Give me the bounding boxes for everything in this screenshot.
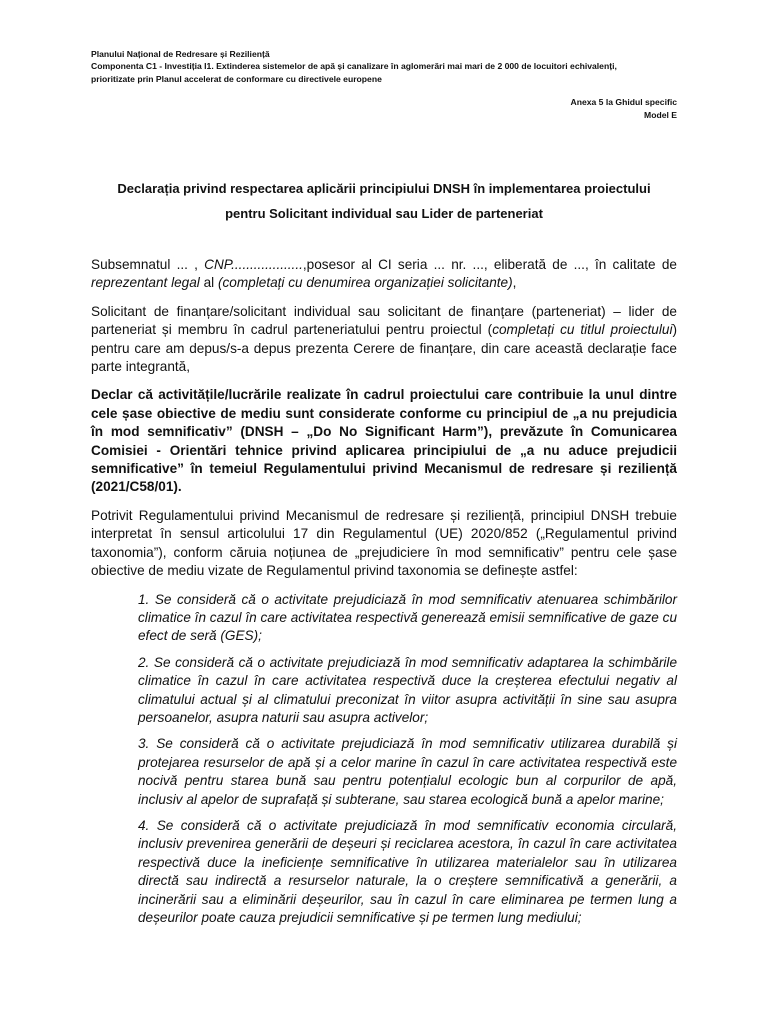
p2-c: ) pentru care am depus/s-a depus prezenta Cerere de finanțare, din care această declarație face parte integrantă,: [91, 322, 677, 375]
document-title-line1: Declarația privind respectarea aplicării principiului DNSH în implementarea proiectului: [117, 181, 651, 196]
p1-g: ,: [512, 275, 517, 291]
p1-a: Subsemnatul ... ,: [91, 257, 205, 272]
header-component-cont: prioritizate prin Planul accelerat de conformare cu directivele europene: [91, 74, 382, 84]
list-item: 3. Se consideră că o activitate prejudiciază în mod semnificativ utilizarea durabilă și protejarea resurselor de apă și a celor marine în cazul în care activitatea respectivă este nocivă pentru starea bună sau pentru potențialul ecologic bun al corpurilor de apă, inclusiv al apelor de suprafață și subterane, sau starea ecologică bună a apelor marine;: [138, 736, 677, 807]
objectives-list: [138, 591, 677, 928]
model-label: Model E: [644, 110, 677, 120]
p1-cnp: CNP...................: [204, 257, 303, 272]
p1-org: (completați cu denumirea organizației solicitante): [217, 275, 513, 291]
list-item: 4. Se consideră că o activitate prejudiciază în mod semnificativ economia circulară, inclusiv prevenirea generării de deșeuri și reciclarea acestora, în cazul în care activitatea respectivă duce la ineficiențe semnificative în utilizarea materialelor sau în utilizarea directă sau indirectă a resurselor naturale, la o creștere semnificativă a generării, a incinerării sau a eliminării deșeurilor, sau în cazul în care eliminarea pe termen lung a deșeurilor poate cauza prejudicii semnificative și pe termen lung mediului;: [138, 817, 677, 925]
list-item: 2. Se consideră că o activitate prejudiciază în mod semnificativ adaptarea la schimbările climatice în cazul în care activitatea respectivă duce la creșterea efectului negativ al climatului actual și al climatului preconizat în viitor asupra activității în sine sau asupra persoanelor, asupra naturii sau asupra activelor;: [138, 654, 677, 725]
p2-project-title: completați cu titlul proiectului: [492, 322, 673, 338]
paragraph-regulation: Potrivit Regulamentului privind Mecanismul de redresare și reziliență, principiul DNSH trebuie interpretat în sensul articolului 17 din Regulamentul (UE) 2020/852 („Regulamentul privind taxonomia”), conform căruia noțiunea de „prejudiciere în mod semnificativ” pentru cele șase obiective de mediu vizate de Regulamentul privind taxonomia se definește astfel:: [91, 507, 677, 579]
list-item: 1. Se consideră că o activitate prejudiciază în mod semnificativ atenuarea schimbărilor climatice în cazul în care activitatea respectivă generează emisii semnificative de gaze cu efect de seră (GES);: [138, 591, 677, 644]
paragraph-signatory: [91, 256, 677, 293]
header-component: Componenta C1 - Investiția I1. Extinderea sistemelor de apă și canalizare în aglomerări mai mari de 2 000 de locuitori echivalenți,: [91, 61, 617, 71]
p2-a: Solicitant de finanțare/solicitant individual sau solicitant de finanțare (parteneriat) – lider de parteneriat și membru în cadrul parteneriatului pentru proiectul (: [91, 303, 677, 338]
paragraph-applicant: [91, 303, 677, 377]
p1-e: al: [199, 275, 218, 291]
p1-role: reprezentant legal: [91, 275, 200, 291]
annex-label: Anexa 5 la Ghidul specific: [570, 97, 677, 107]
p1-c: ,posesor al CI seria ... nr. ..., eliberată de ..., în calitate de: [302, 257, 677, 272]
paragraph-declaration: Declar că activitățile/lucrările realizate în cadrul proiectului care contribuie la unul dintre cele șase obiective de mediu sunt considerate conforme cu principiul de „a nu prejudicia în mod semnificativ” (DNSH – „Do No Significant Harm”), prevăzute în Comunicarea Comisiei - Orientări tehnice privind aplicarea principiului de „a nu aduce prejudicii semnificative” în temeiul Regulamentului privind Mecanismul de redresare și reziliență (2021/C58/01).: [91, 387, 677, 495]
document-body: [91, 256, 677, 935]
document-title-line2: pentru Solicitant individual sau Lider de parteneriat: [225, 206, 543, 221]
header-plan-name: Planului Național de Redresare și Reziliență: [91, 49, 270, 59]
